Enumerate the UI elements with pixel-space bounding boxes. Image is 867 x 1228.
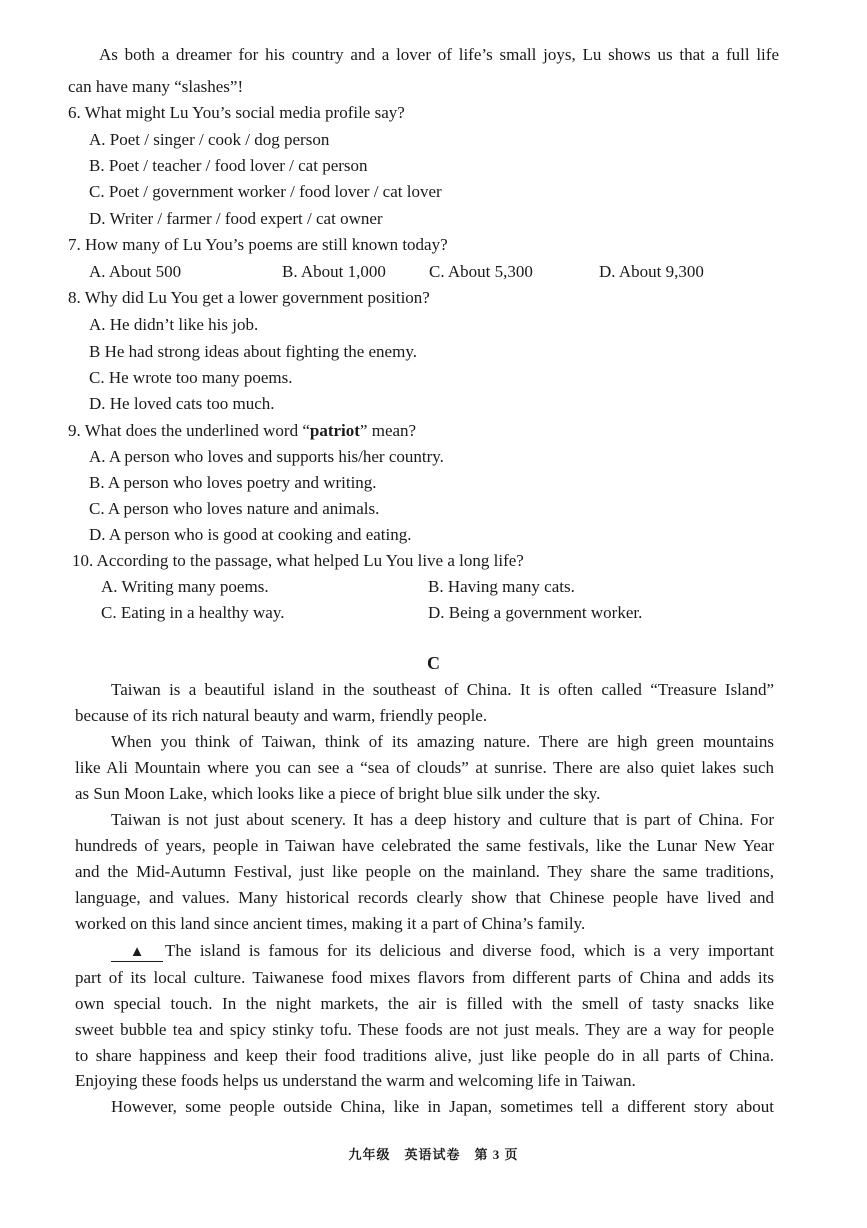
question-6-option-d[interactable]: D. Writer / farmer / food expert / cat owner [89, 209, 383, 228]
passage-c-p3-line-5: worked on this land since ancient times, making it a part of China’s family. [75, 914, 586, 933]
passage-c-p1-line-1: Taiwan is a beautiful island in the southeast of China. It is often called “Treasure Island” [111, 680, 774, 699]
question-7-option-b[interactable]: B. About 1,000 [282, 262, 386, 281]
passage-c-p4-line-1-text: The island is famous for its delicious and diverse food, which is a very important [165, 941, 774, 960]
question-8-option-d[interactable]: D. He loved cats too much. [89, 394, 275, 413]
question-8-option-b[interactable]: B He had strong ideas about fighting the enemy. [89, 342, 417, 361]
passage-c-p3-line-4: language, and values. Many historical records clearly show that Chinese people have lived and [75, 888, 774, 907]
question-8-stem: 8. Why did Lu You get a lower government position? [68, 288, 430, 307]
passage-c-p4-line-1 [111, 940, 774, 962]
question-9-stem [68, 420, 416, 442]
passage-c-p2-line-3: as Sun Moon Lake, which looks like a piece of bright blue silk under the sky. [75, 784, 601, 803]
question-10-stem: 10. According to the passage, what helped Lu You live a long life? [72, 551, 524, 570]
question-7-option-d[interactable]: D. About 9,300 [599, 262, 704, 281]
question-9-option-d[interactable]: D. A person who is good at cooking and eating. [89, 525, 412, 544]
question-10-option-b[interactable]: B. Having many cats. [428, 577, 575, 596]
intro-line-1: As both a dreamer for his country and a lover of life’s small joys, Lu shows us that a full life [99, 45, 779, 64]
passage-c-p2-line-2: like Ali Mountain where you can see a “sea of clouds” at sunrise. There are also quiet lakes such [75, 758, 774, 777]
question-9-stem-suffix: ” mean? [359, 421, 417, 440]
question-7-stem: 7. How many of Lu You’s poems are still known today? [68, 235, 448, 254]
intro-line-2: can have many “slashes”! [68, 77, 244, 96]
question-9-option-b[interactable]: B. A person who loves poetry and writing. [89, 473, 377, 492]
question-10-option-a[interactable]: A. Writing many poems. [101, 577, 269, 596]
question-9-keyword: patriot [309, 421, 360, 440]
question-9-option-a[interactable]: A. A person who loves and supports his/her country. [89, 447, 444, 466]
passage-c-p4-line-4: sweet bubble tea and spicy stinky tofu. These foods are not just meals. They are a way for people [75, 1020, 774, 1039]
question-8-option-c[interactable]: C. He wrote too many poems. [89, 368, 293, 387]
passage-c-p3-line-2: hundreds of years, people in Taiwan have celebrated the same festivals, like the Lunar New Year [75, 836, 774, 855]
question-10-option-c[interactable]: C. Eating in a healthy way. [101, 603, 285, 622]
page-footer: 九年级 英语试卷 第 3 页 [348, 1147, 519, 1162]
triangle-marker-icon: ▲ [129, 944, 145, 960]
passage-c-p2-line-1: When you think of Taiwan, think of its amazing nature. There are high green mountains [111, 732, 774, 751]
passage-c-p3-line-3: and the Mid-Autumn Festival, just like people on the mainland. They share the same traditions, [75, 862, 774, 881]
passage-c-p4-line-2: part of its local culture. Taiwanese food mixes flavors from different parts of China and adds its [75, 968, 774, 987]
question-6-option-b[interactable]: B. Poet / teacher / food lover / cat person [89, 156, 368, 175]
question-6-option-c[interactable]: C. Poet / government worker / food lover / cat lover [89, 182, 442, 201]
answer-blank[interactable] [111, 942, 163, 962]
question-9-option-c[interactable]: C. A person who loves nature and animals. [89, 499, 380, 518]
question-7-option-a[interactable]: A. About 500 [89, 262, 182, 281]
passage-c-p4-line-6: Enjoying these foods helps us understand the warm and welcoming life in Taiwan. [75, 1071, 636, 1090]
question-6-stem: 6. What might Lu You’s social media profile say? [68, 103, 405, 122]
passage-c-p5-line-1: However, some people outside China, like in Japan, sometimes tell a different story about [111, 1097, 774, 1116]
passage-c-p4-line-5: to share happiness and keep their food traditions alive, just like people do in all parts of China. [75, 1046, 774, 1065]
section-c-heading: C [427, 653, 440, 673]
question-10-option-d[interactable]: D. Being a government worker. [428, 603, 643, 622]
question-9-stem-prefix: 9. What does the underlined word “ [68, 421, 310, 440]
passage-c-p3-line-1: Taiwan is not just about scenery. It has a deep history and culture that is part of China. For [111, 810, 774, 829]
question-8-option-a[interactable]: A. He didn’t like his job. [89, 315, 259, 334]
passage-c-p4-line-3: own special touch. In the night markets, the air is filled with the smell of tasty snacks like [75, 994, 774, 1013]
question-6-option-a[interactable]: A. Poet / singer / cook / dog person [89, 130, 330, 149]
question-7-option-c[interactable]: C. About 5,300 [429, 262, 533, 281]
passage-c-p1-line-2: because of its rich natural beauty and warm, friendly people. [75, 706, 488, 725]
